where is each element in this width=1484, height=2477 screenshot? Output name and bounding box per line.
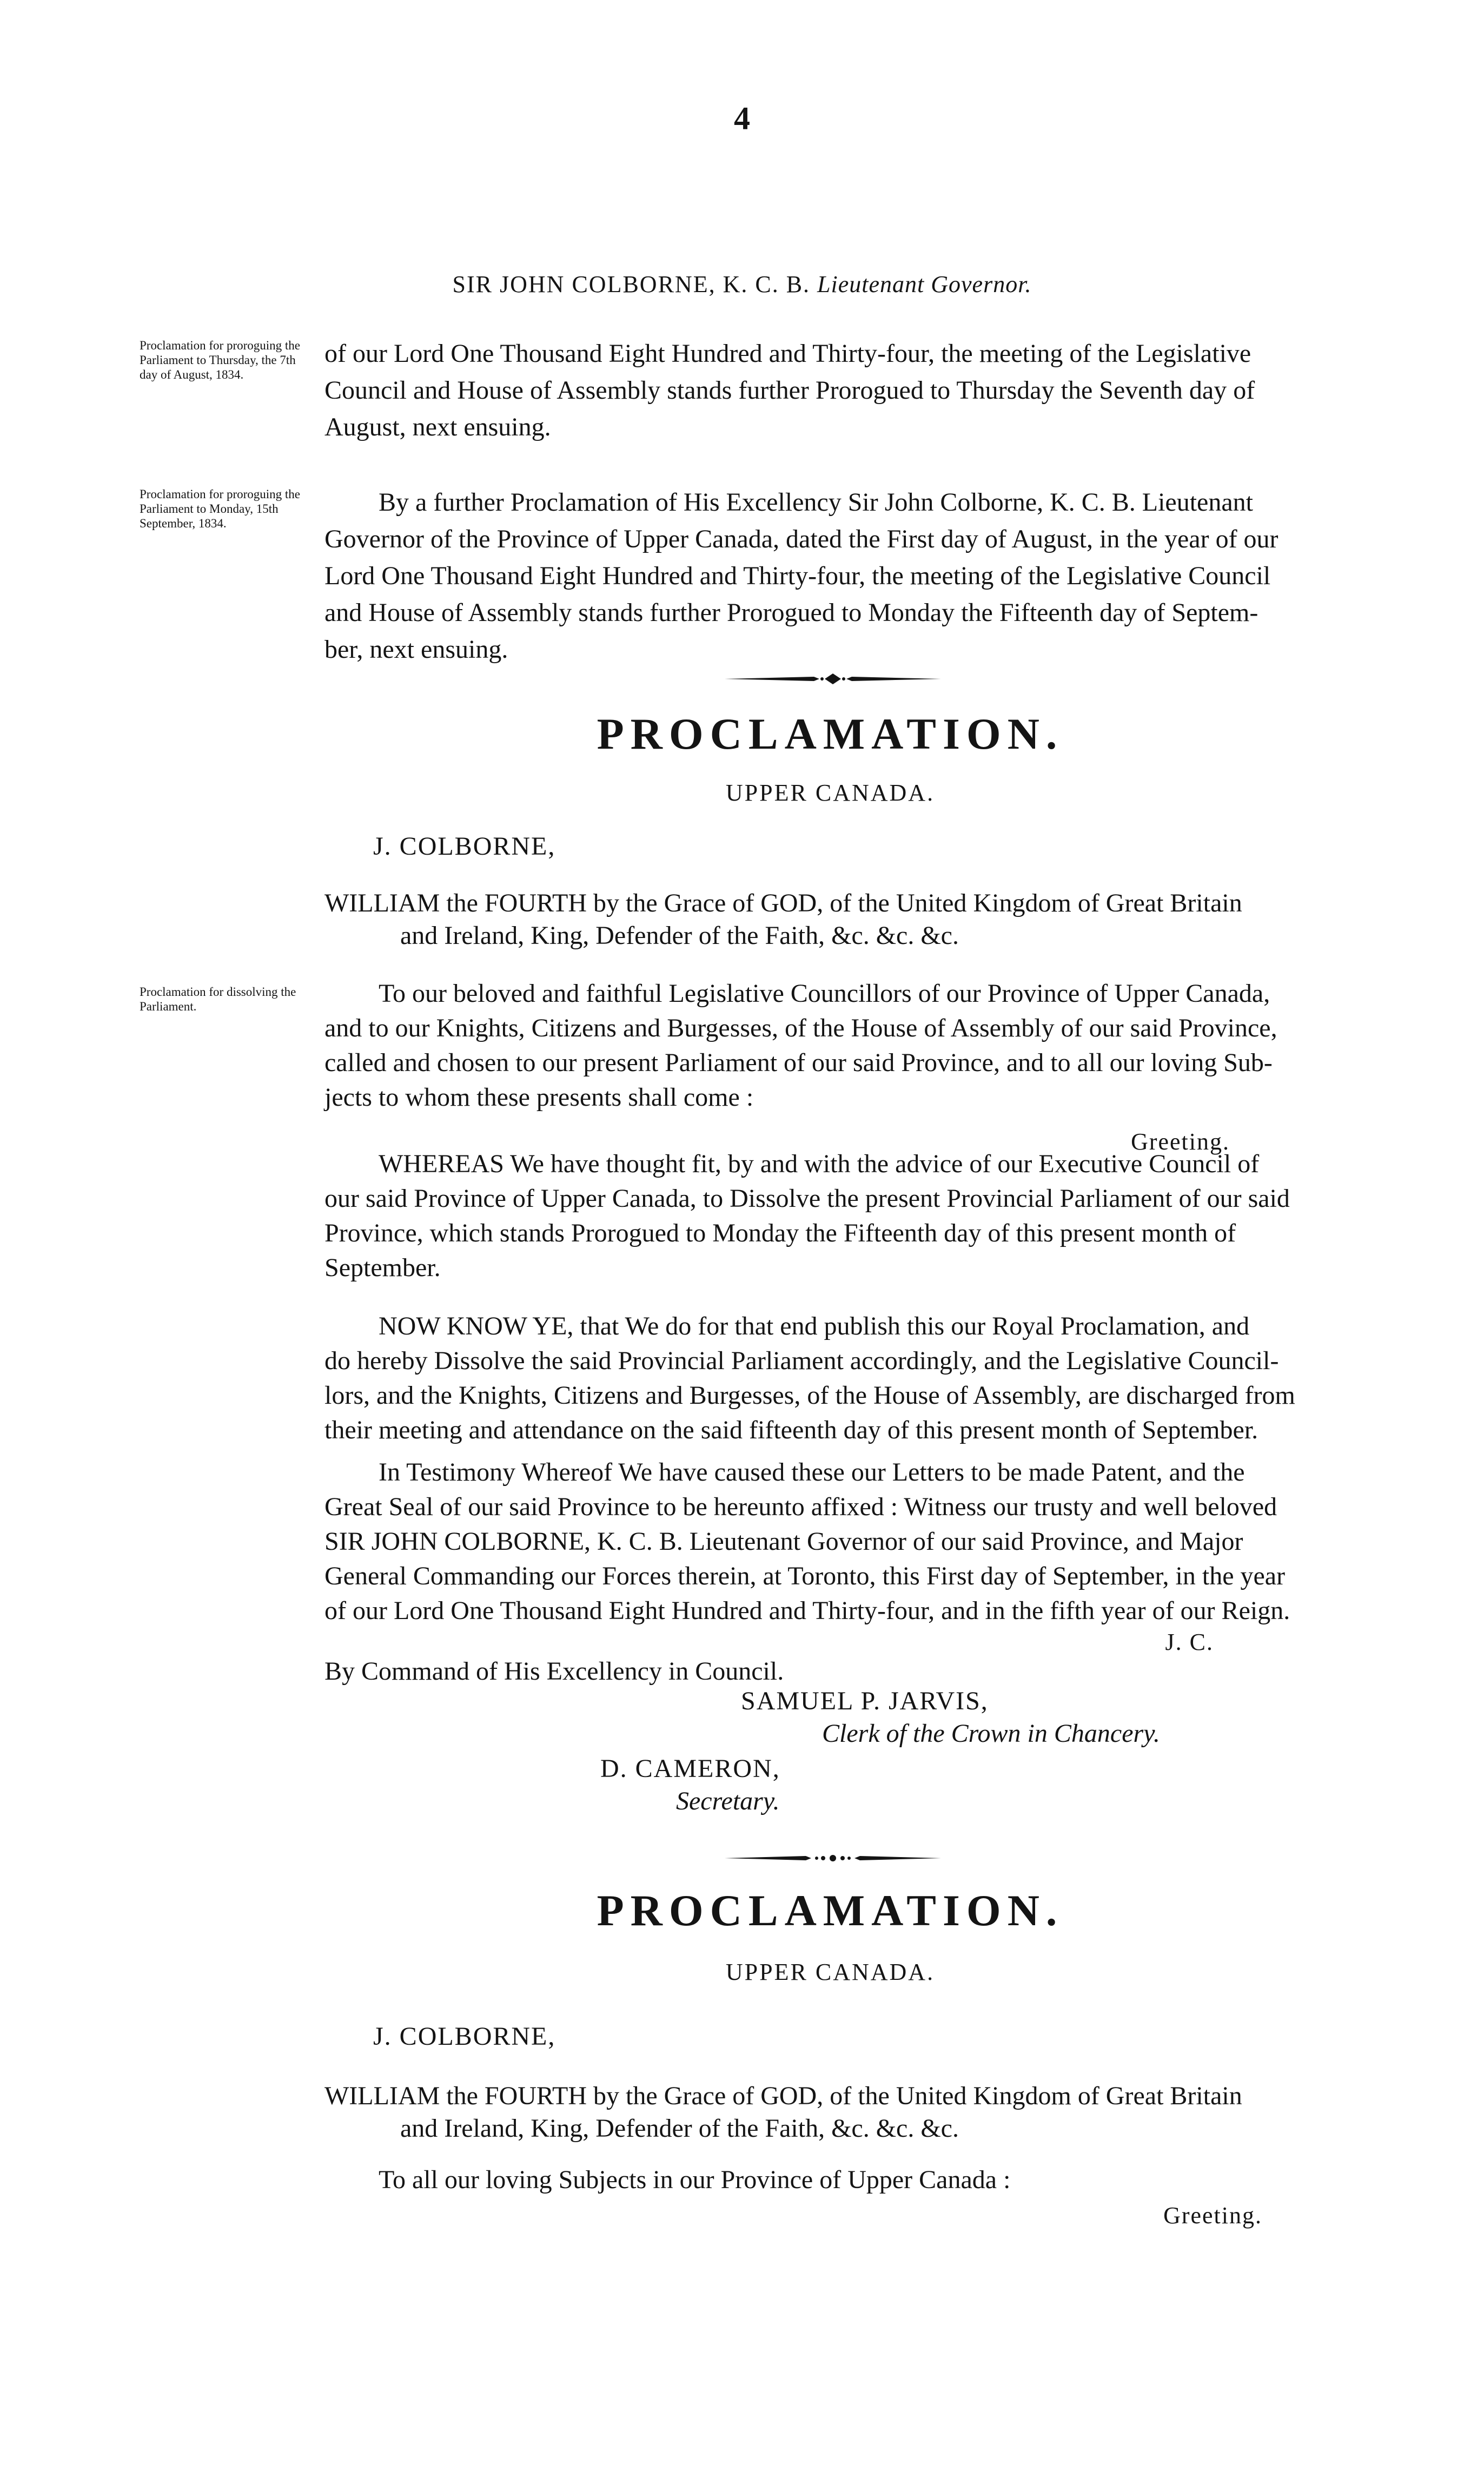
text-line: do hereby Dissolve the said Provincial Parliament accordingly, and the Legislative Council- <box>324 1346 1279 1375</box>
text-line: Great Seal of our said Province to be hereunto affixed : Witness our trusty and well beloved <box>324 1492 1277 1521</box>
margin-note-dissolving: Proclamation for dissolving the Parliament. <box>140 985 296 1013</box>
text-line: lors, and the Knights, Citizens and Burgesses, of the House of Assembly, are discharged from <box>324 1381 1295 1410</box>
secretary-name: D. CAMERON, <box>600 1754 780 1783</box>
greeting: Greeting. <box>1131 1128 1230 1155</box>
secretary-title: Secretary. <box>676 1787 780 1815</box>
now-know-ye-paragraph <box>324 1309 1347 1448</box>
proclamation-heading: PROCLAMATION. <box>597 1886 1064 1935</box>
signer-name: J. COLBORNE, <box>373 832 556 861</box>
text-line: our said Province of Upper Canada, to Dissolve the present Provincial Parliament of our said <box>324 1184 1290 1213</box>
proroguing-september-paragraph <box>324 484 1347 668</box>
text-line: Governor of the Province of Upper Canada, dated the First day of August, in the year of our <box>324 525 1278 553</box>
royal-title-line: WILLIAM the FOURTH by the Grace of GOD, of the United Kingdom of Great Britain <box>324 2082 1242 2110</box>
clerk-title: Clerk of the Crown in Chancery. <box>822 1719 1160 1748</box>
ornamental-rule <box>719 1850 946 1866</box>
text-line: Province, which stands Prorogued to Monday the Fifteenth day of this present month of <box>324 1219 1236 1247</box>
running-head <box>0 270 1484 298</box>
text-line: jects to whom these presents shall come : <box>324 1083 754 1112</box>
text-line: NOW KNOW YE, that We do for that end publish this our Royal Proclamation, and <box>379 1312 1250 1340</box>
by-command-line: By Command of His Excellency in Council. <box>324 1657 784 1686</box>
initials: J. C. <box>1165 1629 1214 1655</box>
testimony-paragraph <box>324 1455 1347 1628</box>
text-line: In Testimony Whereof We have caused these our Letters to be made Patent, and the <box>379 1458 1245 1487</box>
running-head-title: Lieutenant Governor. <box>817 271 1032 298</box>
proclamation-subheading: UPPER CANADA. <box>725 780 935 806</box>
ornamental-rule <box>719 671 946 687</box>
proclamation-heading: PROCLAMATION. <box>597 709 1064 758</box>
text-line: General Commanding our Forces therein, at Toronto, this First day of September, in the year <box>324 1562 1286 1590</box>
proroguing-august-paragraph <box>324 335 1347 446</box>
text-line: By a further Proclamation of His Excellency Sir John Colborne, K. C. B. Lieutenant <box>379 488 1253 517</box>
royal-title-line: and Ireland, King, Defender of the Faith, &c. &c. &c. <box>400 921 959 950</box>
whereas-paragraph <box>324 1147 1347 1285</box>
text-line: To our beloved and faithful Legislative Councillors of our Province of Upper Canada, <box>379 979 1270 1008</box>
text-line: their meeting and attendance on the said fifteenth day of this present month of September. <box>324 1416 1258 1444</box>
text-line: SIR JOHN COLBORNE, K. C. B. Lieutenant Governor of our said Province, and Major <box>324 1527 1243 1556</box>
margin-note-proroguing-september: Proclamation for proroguing the Parliament to Monday, 15th September, 1834. <box>140 487 301 530</box>
address-line: To all our loving Subjects in our Province of Upper Canada : <box>379 2165 1011 2194</box>
text-line: Council and House of Assembly stands further Prorogued to Thursday the Seventh day of <box>324 376 1255 405</box>
text-line: and House of Assembly stands further Prorogued to Monday the Fifteenth day of Septem- <box>324 598 1258 627</box>
text-line: WHEREAS We have thought fit, by and with the advice of our Executive Council of <box>379 1150 1260 1178</box>
proclamation-subheading: UPPER CANADA. <box>725 1959 935 1985</box>
address-paragraph <box>324 976 1347 1115</box>
royal-title-line: and Ireland, King, Defender of the Faith, &c. &c. &c. <box>400 2114 959 2143</box>
margin-note-proroguing-august: Proclamation for proroguing the Parliament to Thursday, the 7th day of August, 1834. <box>140 339 301 381</box>
text-line: and to our Knights, Citizens and Burgesses, of the House of Assembly of our said Province, <box>324 1014 1277 1042</box>
page-number: 4 <box>734 101 750 136</box>
text-line: September. <box>324 1253 441 1282</box>
text-line: August, next ensuing. <box>324 413 551 441</box>
royal-title-line: WILLIAM the FOURTH by the Grace of GOD, of the United Kingdom of Great Britain <box>324 889 1242 917</box>
text-line: of our Lord One Thousand Eight Hundred and Thirty-four, and in the fifth year of our Reign. <box>324 1596 1290 1625</box>
text-line: called and chosen to our present Parliament of our said Province, and to all our loving Sub- <box>324 1048 1273 1077</box>
signer-name: J. COLBORNE, <box>373 2022 556 2051</box>
text-line: Lord One Thousand Eight Hundred and Thirty-four, the meeting of the Legislative Council <box>324 562 1271 590</box>
clerk-name: SAMUEL P. JARVIS, <box>741 1687 989 1715</box>
greeting: Greeting. <box>1163 2202 1262 2229</box>
text-line: of our Lord One Thousand Eight Hundred and Thirty-four, the meeting of the Legislative <box>324 339 1251 368</box>
text-line: ber, next ensuing. <box>324 635 508 664</box>
running-head-name: SIR JOHN COLBORNE, K. C. B. <box>452 271 811 298</box>
